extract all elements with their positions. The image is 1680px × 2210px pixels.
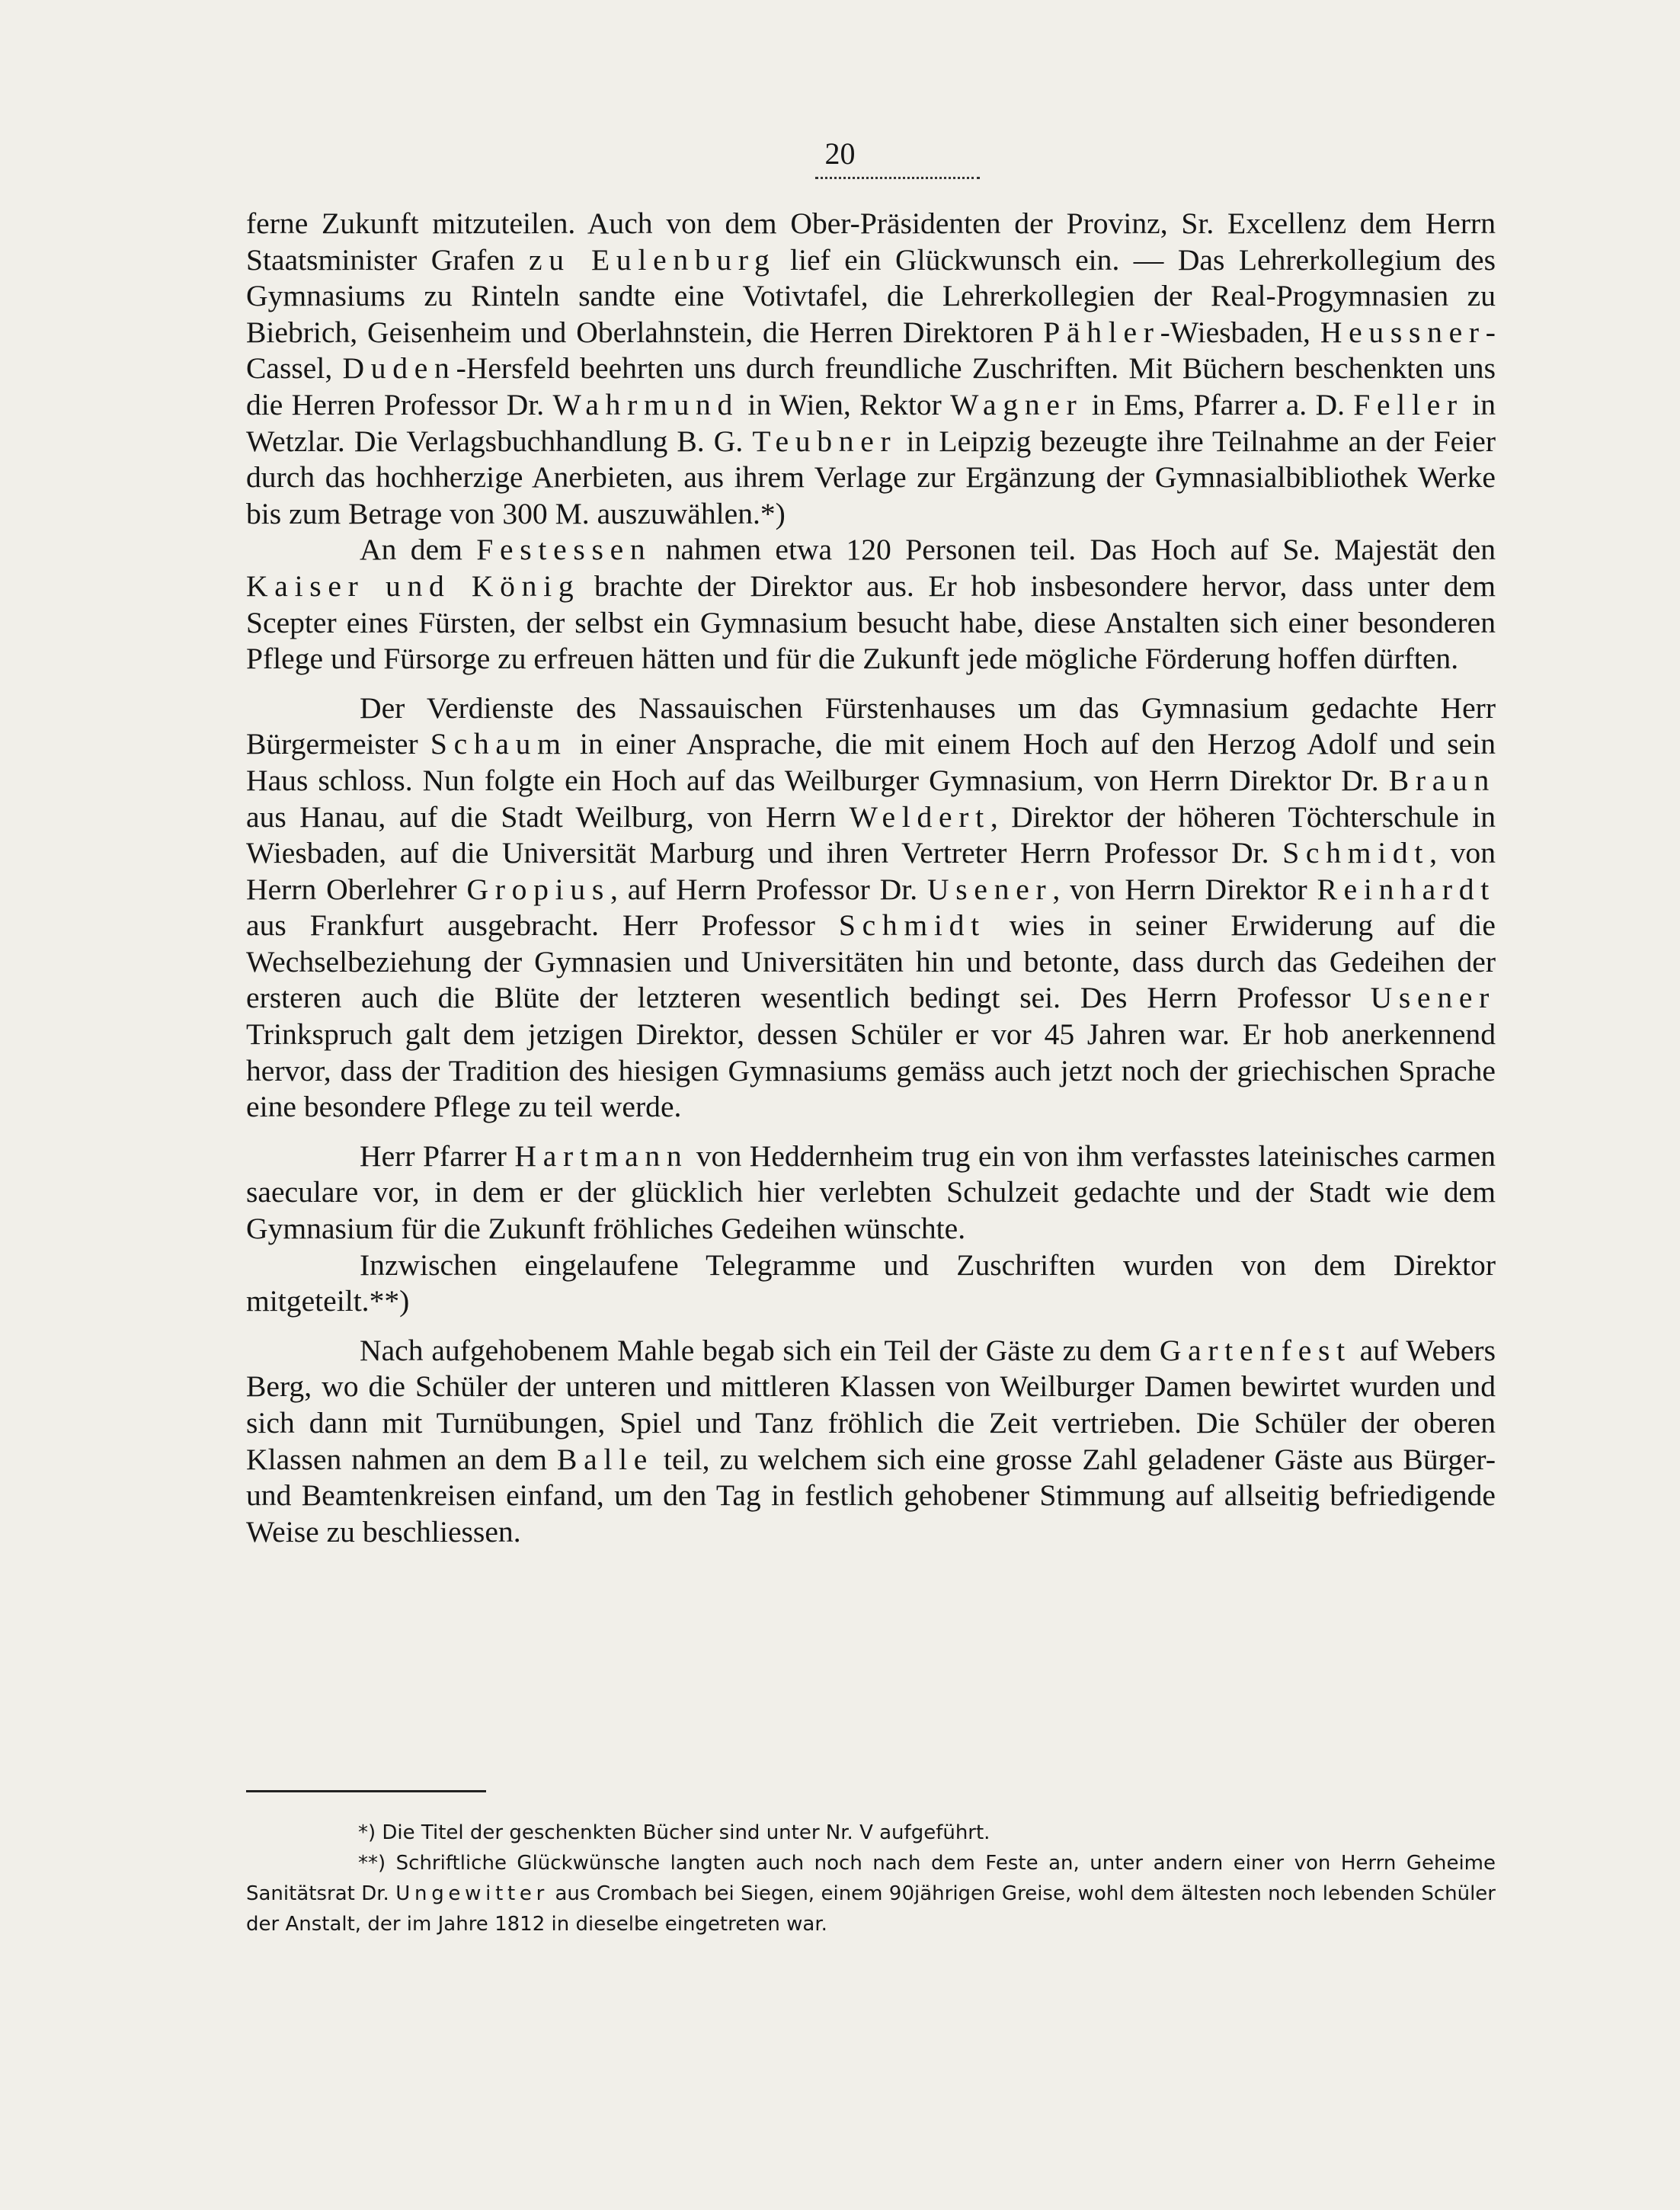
spaced-name: zu Eulenburg (529, 242, 776, 277)
text-run: in einer Ansprache, die mit einem Hoch auf den Herzog Adolf und sein Haus schloss. Nun folgte ein Hoch auf das Weilburger Gymnasium, von Herrn Direktor Dr. (246, 727, 1496, 797)
text-run: Herr Pfarrer (360, 1139, 515, 1173)
text-run: in Leipzig bezeugte ihre Teilnahme an der Feier durch das hochherzige Anerbieten, aus ihrem Verlage zur Ergänzung der Gymnasialbibliothek Werke bis zum Betrage von 300 M. auszuwählen.*) (246, 424, 1496, 530)
text-run: Inzwischen eingelaufene Telegramme und Zuschriften wurden von dem Direktor mitgeteilt.**) (246, 1248, 1496, 1318)
spaced-name: Festessen (476, 533, 652, 567)
text-run: wies in seiner Erwiderung auf die Wechselbeziehung der Gymnasien und Universitäten hin und betonte, dass durch das Gedeihen der ersteren auch die Blüte der letzteren wesentlich bedingt sei. Des Herrn Professor (246, 908, 1496, 1015)
text-run: aus Crombach bei Siegen, einem 90jährigen Greise, wohl dem ältesten noch lebenden Schüler der Anstalt, der im Jahre 1812 in dieselbe eingetreten war. (246, 1882, 1496, 1936)
text-run: aus Hanau, auf die Stadt Weilburg, von Herrn (246, 799, 850, 834)
footnote-separator (246, 1790, 486, 1792)
text-run: von Heddernheim trug ein von ihm verfasstes lateinisches carmen saeculare vor, in dem er der glücklich hier verlebten Schulzeit gedachte und der Stadt wie dem Gymnasium für die Zukunft fröhliches Gedeihen wünschte. (246, 1139, 1496, 1246)
spaced-name: Ungewitter (395, 1882, 549, 1905)
paragraph-1 (246, 206, 1496, 532)
text-run: in Wien, Rektor (739, 387, 951, 421)
text-run: in Wetzlar. Die Verlagsbuchhandlung B. G. (246, 387, 1496, 458)
paragraph-6 (246, 1333, 1496, 1551)
text-run: brachte der Direktor aus. Er hob insbesondere hervor, dass unter dem Scepter eines Fürsten, der selbst ein Gymnasium besucht habe, diese Anstalten sich einer besonderen Pflege und Fürsorge zu erfreuen hätten und für die Zukunft jede mögliche Förderung hoffen dürften. (246, 569, 1496, 676)
body-text (246, 206, 1496, 1550)
spaced-name: Pähler (1043, 315, 1160, 349)
paragraph-4 (246, 1139, 1496, 1248)
spaced-name: Usener (927, 872, 1053, 906)
text-run: lief ein Glückwunsch ein. — Das Lehrerkollegium des Gymnasiums zu Rinteln sandte eine Votivtafel, die Lehrerkollegien der Real-Progymnasien zu Biebrich, Geisenheim und Oberlahnstein, die Herren Direktoren (246, 242, 1496, 349)
spaced-name: Braun (1388, 763, 1496, 797)
spaced-name: Gropius (466, 872, 610, 906)
spaced-name: Duden (342, 351, 456, 386)
text-run: , von Herrn Oberlehrer (246, 836, 1496, 906)
text-run: **) Schriftliche Glückwünsche langten auch noch nach dem Feste an, unter andern einer von Herrn Geheime Sanitätsrat Dr. (246, 1852, 1496, 1905)
text-run: -Wiesbaden, (1160, 315, 1320, 349)
text-run: -Cassel, (246, 315, 1496, 386)
page-number: 20 (824, 136, 856, 171)
text-run: Nach aufgehobenem Mahle begab sich ein Teil der Gäste zu dem (360, 1333, 1160, 1367)
paragraph-3 (246, 690, 1496, 1126)
spaced-name: Schaum (430, 727, 568, 761)
spaced-name: Balle (556, 1442, 654, 1476)
spaced-name: Schmidt (1282, 836, 1430, 870)
spaced-name: Hartmann (514, 1139, 689, 1173)
page-number-ornament (815, 177, 980, 179)
spaced-name: Wagner (950, 387, 1083, 421)
paragraph-5 (246, 1248, 1496, 1320)
spaced-name: Usener (1370, 981, 1496, 1015)
spaced-name: Kaiser und König (246, 569, 581, 603)
text-run: An dem (360, 533, 477, 567)
footnote-2 (246, 1848, 1496, 1939)
spaced-name: Schmidt (838, 908, 986, 943)
spaced-name: Feller (1353, 387, 1464, 421)
text-run: nahmen etwa 120 Personen teil. Das Hoch auf Se. Majestät den (651, 533, 1496, 567)
footnotes (246, 1818, 1496, 1939)
paragraph-2 (246, 532, 1496, 677)
text-run: Trinkspruch galt dem jetzigen Direktor, dessen Schüler er vor 45 Jahren war. Er hob anerkennend hervor, dass der Tradition des hiesigen Gymnasiums gemäss auch jetzt noch der griechischen Sprache eine besondere Pflege zu teil werde. (246, 1017, 1496, 1124)
text-run: Der Verdienste des Nassauischen Fürstenhauses um das Gymnasium gedachte Herr Bürgermeister (246, 690, 1496, 761)
footnote-1 (246, 1818, 1496, 1848)
spaced-name: Weldert (849, 799, 990, 834)
text-run: auf Webers Berg, wo die Schüler der unteren und mittleren Klassen von Weilburger Damen bewirtet wurden und sich dann mit Turnübungen, Spiel und Tanz fröhlich die Zeit vertrieben. Die Schüler der oberen Klassen nahmen an dem (246, 1333, 1496, 1476)
spaced-name: Wahrmund (552, 387, 740, 421)
text-run: *) Die Titel der geschenkten Bücher sind unter Nr. V aufgeführt. (358, 1821, 990, 1844)
spaced-name: Heussner (1320, 315, 1486, 349)
spaced-name: Reinhardt (1317, 872, 1496, 906)
text-run: in Ems, Pfarrer a. D. (1083, 387, 1354, 421)
text-run: , Direktor der höheren Töchterschule in Wiesbaden, auf die Universität Marburg und ihren Vertreter Herrn Professor Dr. (246, 799, 1496, 870)
text-run: teil, zu welchem sich eine grosse Zahl geladener Gäste aus Bürger- und Beamtenkreisen einfand, um den Tag in festlich gehobener Stimmung auf allseitig befriedigende Weise zu beschliessen. (246, 1442, 1496, 1549)
spaced-name: Teubner (752, 424, 898, 458)
text-run: , auf Herrn Professor Dr. (610, 872, 928, 906)
text-run: ferne Zukunft mitzuteilen. Auch von dem Ober-Präsidenten der Provinz, Sr. Excellenz dem Herrn Staatsminister Grafen (246, 207, 1496, 277)
text-run: , von Herrn Direktor (1052, 872, 1317, 906)
text-run: aus Frankfurt ausgebracht. Herr Professor (246, 908, 839, 943)
text-run: -Hersfeld beehrten uns durch freundliche Zuschriften. Mit Büchern beschenkten uns die Herren Professor Dr. (246, 351, 1496, 421)
spaced-name: Gartenfest (1159, 1333, 1352, 1367)
